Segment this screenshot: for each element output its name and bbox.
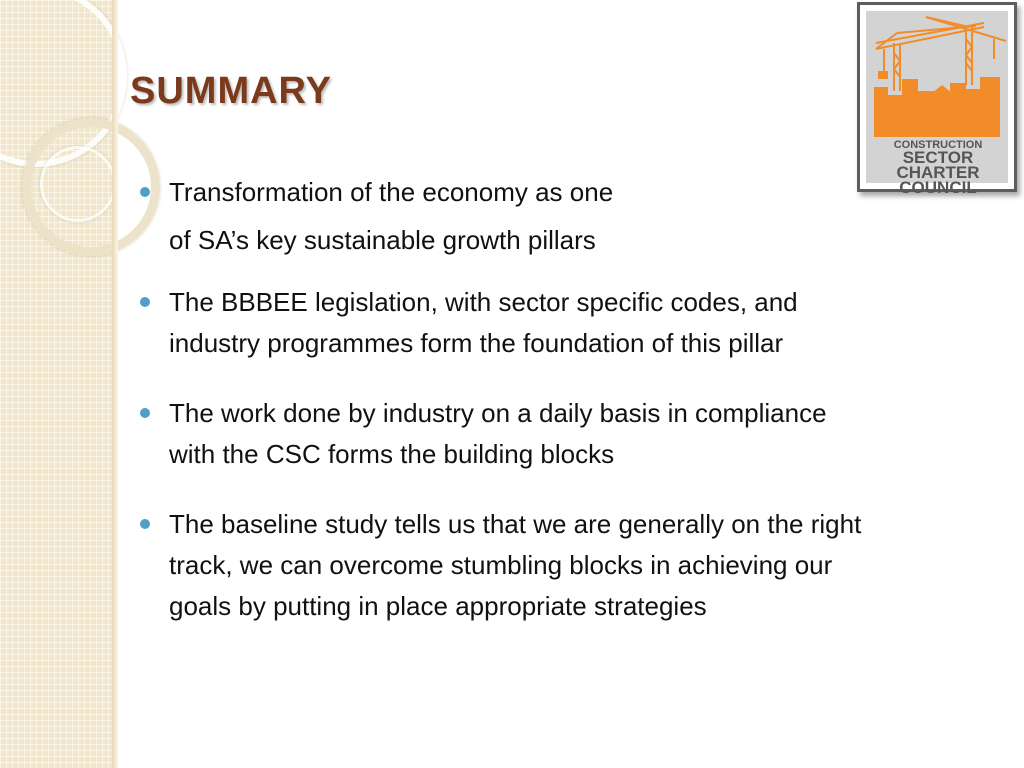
bullet-text-line: with the CSC forms the building blocks xyxy=(169,439,615,469)
logo-word-3: CHARTER xyxy=(896,163,980,182)
bullet-dot-icon xyxy=(140,519,150,529)
logo-word-1: CONSTRUCTION xyxy=(893,139,983,151)
decorative-side-band xyxy=(0,0,112,768)
bullet-text-line: The work done by industry on a daily basis in compliance xyxy=(169,398,827,428)
bullet-text-line: of SA’s key sustainable growth pillars xyxy=(169,225,596,255)
decorative-ring xyxy=(40,146,116,222)
bullet-list xyxy=(138,168,1013,656)
bullet-text-line: goals by putting in place appropriate strategies xyxy=(169,591,707,621)
bullet-text-line: The BBBEE legislation, with sector specific codes, and xyxy=(169,287,798,317)
bullet-dot-icon xyxy=(140,187,150,197)
logo-word-4: COUNCIL xyxy=(899,178,977,197)
logo-word-2: SECTOR xyxy=(902,148,974,167)
bullet-dot-icon xyxy=(140,408,150,418)
bullet-item xyxy=(138,504,1013,627)
bullet-text-line: industry programmes form the foundation of this pillar xyxy=(169,328,784,358)
bullet-text-line: The baseline study tells us that we are generally on the right xyxy=(169,509,862,539)
bullet-item xyxy=(138,282,1013,364)
bullet-item xyxy=(138,393,1013,475)
bullet-text-line: Transformation of the economy as one xyxy=(169,177,614,207)
slide-title: SUMMARY xyxy=(130,70,332,112)
bullet-text-line: track, we can overcome stumbling blocks in achieving our xyxy=(169,550,833,580)
bullet-dot-icon xyxy=(140,297,150,307)
crane-skyline-icon xyxy=(866,13,1008,197)
csc-logo xyxy=(857,2,1017,197)
bullet-item xyxy=(138,168,1013,264)
side-band-edge xyxy=(112,0,118,768)
